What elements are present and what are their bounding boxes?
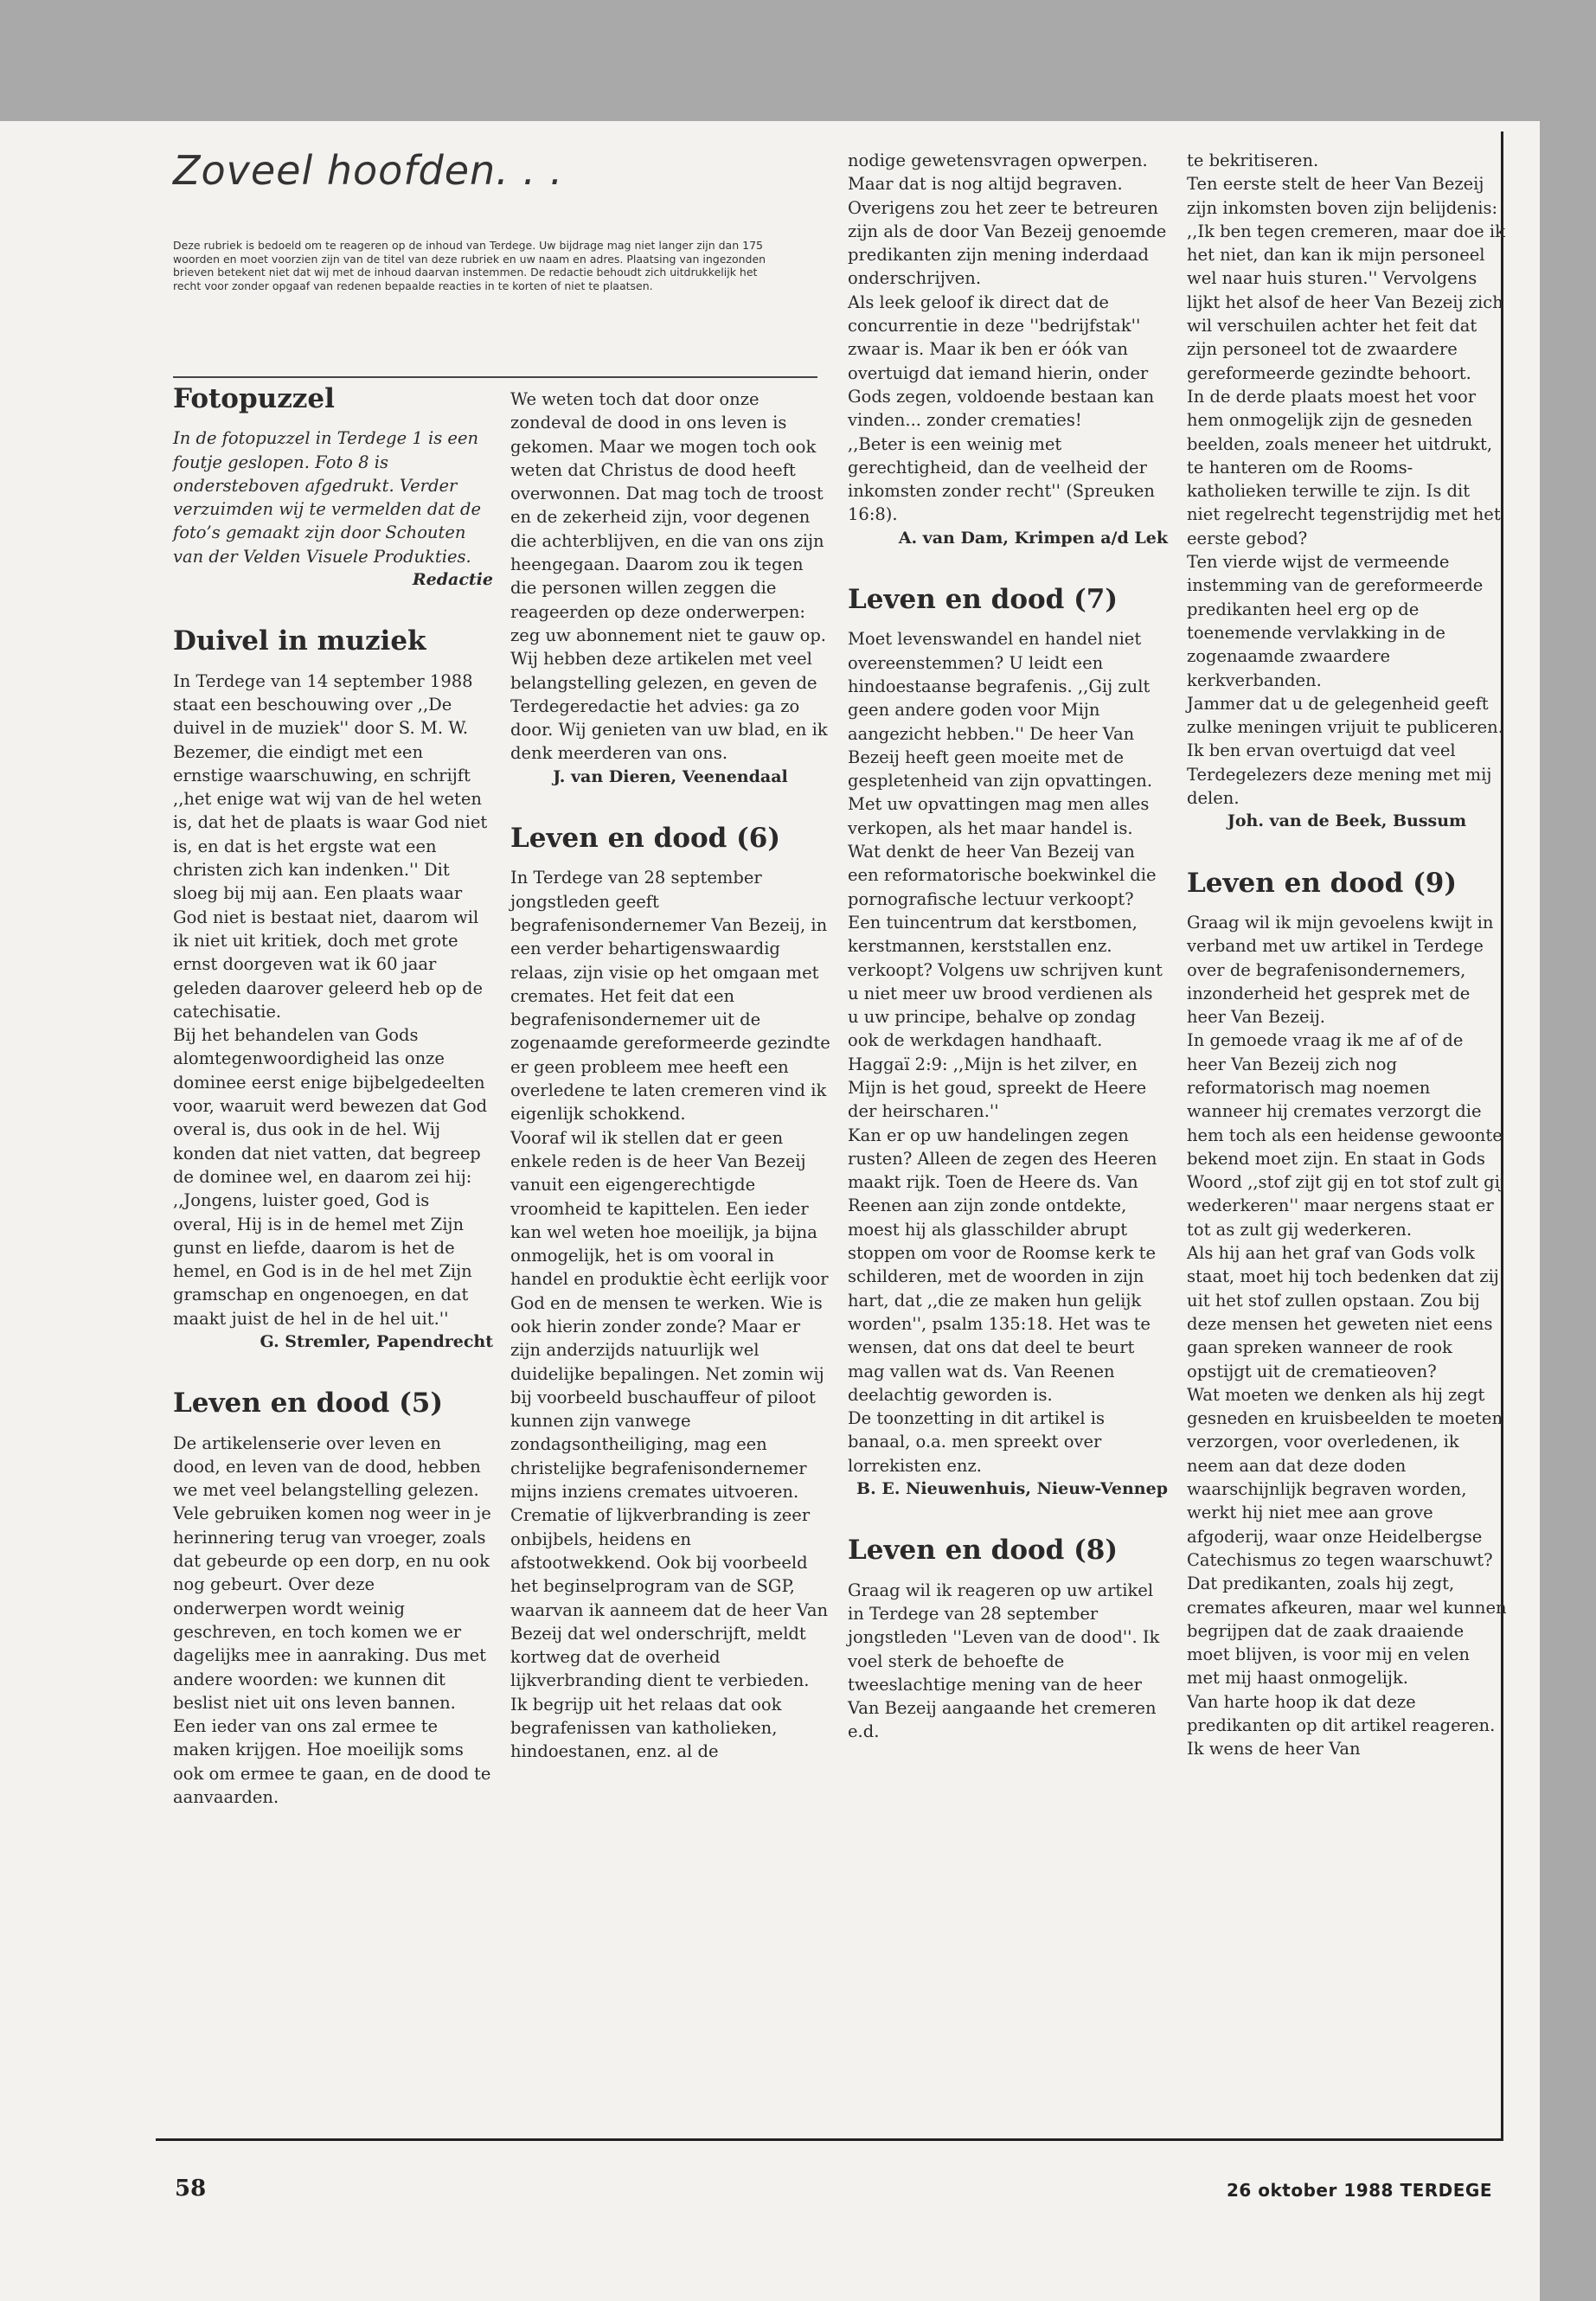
- article-paragraph: ,,Beter is een weinig met gerechtigheid, dan de veelheid der inkomsten zonder recht'' (Spreuken 16:8).: [848, 433, 1155, 525]
- article-title: Duivel in muziek: [173, 625, 426, 657]
- article-fotopuzzel: [173, 383, 493, 592]
- article-body: De artikelenserie over leven en dood, en leven van de dood, hebben we met veel belangstelling gelezen. Vele gebruiken komen nog weer in je herinnering terug van vroeger, zoals dat gebeurde op een dorp, en nu ook nog gebeurt. Over deze onderwerpen wordt weinig geschreven, en toch komen we er dagelijks mee in aanraking. Dus met andere woorden: we kunnen dit beslist niet uit ons leven bannen. Een ieder van ons zal ermee te maken krijgen. Hoe moeilijk soms ook om ermee te gaan, en de dood te aanvaarden.: [173, 1433, 491, 1808]
- article-paragraph: Crematie of lijkverbranding is zeer onbijbels, heidens en afstootwekkend. Ook bij voorbeeld het beginselprogram van de SGP, waarvan ik aanneem dat de heer Van Bezeij dat wel onderschrijft, meldt kortweg dat de overheid lijkverbranding dient te verbieden.: [510, 1505, 829, 1691]
- article-leven-8: [848, 1535, 1168, 1743]
- article-body: Graag wil ik reageren op uw artikel in Terdege van 28 september jongstleden ''Leven van de dood''. Ik voel sterk de behoefte de tweeslachtige mening van de heer Van Bezeij aangaande het cremeren e.d.: [848, 1580, 1160, 1742]
- article-paragraph: Ten vierde wijst de vermeende instemming van de gereformeerde predikanten heel erg op de toenemende vervlakking in de zogenaamde zwaardere kerkverbanden.: [1187, 552, 1484, 690]
- article-paragraph: Vooraf wil ik stellen dat er geen enkele reden is de heer Van Bezeij vanuit een eigengerechtigde vroomheid te kapittelen. Een ieder kan wel weten hoe moeilijk, ja bijna onmogelijk, het is om vooral in handel en produktie ècht eerlijk voor God en de mensen te werken. Wie is ook hierin zonder zonde? Maar er zijn anderzijds natuurlijk wel duidelijke bepalingen. Net zomin wij bij voorbeeld buschauffeur of piloot kunnen zijn vanwege zondagsontheiliging, mag een christelijke begrafenisondernemer mijns inziens cremates uitvoeren.: [510, 1127, 829, 1503]
- article-body: We weten toch dat door onze zondeval de dood in ons leven is gekomen. Maar we mogen toch ook weten dat Christus de dood heeft overwonnen. Dat mag toch de troost en de zekerheid zijn, voor degenen die achterblijven, en die van ons zijn heengegaan. Daarom zou ik tegen die personen willen zeggen die reageerden op deze onderwerpen: zeg uw abonnement niet te gauw op. Wij hebben deze artikelen met veel belangstelling gelezen, en geven de Terdegeredactie het advies: ga zo door. Wij genieten van uw blad, en ik denk meerderen van ons.: [510, 389, 828, 764]
- article-leven-9: [1187, 867, 1507, 1761]
- article-paragraph: Als hij aan het graf van Gods volk staat, moet hij toch bedenken dat zij uit het stof zullen opstaan. Zou bij deze mensen het geweten niet eens gaan spreken wanneer de rook opstijgt uit de crematieoven?: [1187, 1243, 1499, 1381]
- article-title: Leven en dood (5): [173, 1388, 444, 1420]
- article-paragraph: nodige gewetensvragen opwerpen. Maar dat is nog altijd begraven. Overigens zou het zeer te betreuren zijn als de door Van Bezeij genoemde predikanten zijn mening inderdaad onderschrijven.: [848, 151, 1167, 289]
- article-leven-6: [510, 823, 830, 1764]
- intro-divider: [173, 376, 817, 378]
- column-1: [173, 383, 493, 1847]
- article-paragraph: In gemoede vraag ik me af of de heer Van Bezeij zich nog reformatorisch mag noemen wanneer hij cremates verzorgt die hem toch als een heidense gewoonte bekend moet zijn. En staat in Gods Woord ,,stof zijt gij en tot stof zult gij wederkeren'' maar nergens staat er tot as zult gij wederkeren.: [1187, 1030, 1505, 1240]
- rubric-title: Zoveel hoofden. . .: [173, 147, 564, 194]
- article-paragraph: Ik begrijp uit het relaas dat ook begrafenissen van katholieken, hindoestanen, enz. al de: [510, 1694, 782, 1762]
- article-paragraph: Kan er op uw handelingen zegen rusten? Alleen de zegen des Heeren maakt rijk. Toen de Heere ds. Van Reenen aan zijn zonde ontdekte, moest hij als glasschilder abrupt stoppen om voor de Roomse kerk te schilderen, met de woorden in zijn hart, dat ,,die ze maken hun gelijk worden'', psalm 135:18. Het was te wensen, dat ons dat deel te beurt mag vallen wat ds. Van Reenen deelachtig geworden is.: [848, 1125, 1157, 1405]
- article-paragraph: Van harte hoop ik dat deze predikanten op dit artikel reageren. Ik wens de heer Van: [1187, 1691, 1496, 1759]
- article-signature: J. van Dieren, Veenendaal: [553, 766, 788, 786]
- article-leven-6-cont: [848, 149, 1168, 550]
- article-signature: Redactie: [412, 570, 493, 590]
- article-signature: G. Stremler, Papendrecht: [260, 1331, 493, 1351]
- article-signature: B. E. Nieuwenhuis, Nieuw-Vennep: [856, 1479, 1168, 1499]
- article-title: Leven en dood (9): [1187, 867, 1458, 899]
- article-duivel: [173, 625, 493, 1354]
- article-paragraph: In de derde plaats moest het voor hem onmogelijk zijn de gesneden beelden, zoals meneer het uitdrukt, te hanteren om de Rooms-katholieken terwille te zijn. Is dit niet regelrecht tegenstrijdig met het eerste gebod?: [1187, 386, 1501, 548]
- article-paragraph: Graag wil ik mijn gevoelens kwijt in verband met uw artikel in Terdege over de begrafenisondernemers, inzonderheid het gesprek met de heer Van Bezeij.: [1187, 912, 1494, 1028]
- article-signature: Joh. van de Beek, Bussum: [1227, 811, 1467, 831]
- article-leven-5-cont: [510, 388, 830, 789]
- article-title: Leven en dood (7): [848, 584, 1118, 616]
- article-leven-5: [173, 1388, 493, 1809]
- article-title: Leven en dood (8): [848, 1535, 1118, 1567]
- article-paragraph: In Terdege van 14 september 1988 staat een beschouwing over ,,De duivel in de muziek'' door S. M. W. Bezemer, die eindigt met een ernstige waarschuwing, en schrijft ,,het enige wat wij van de hel weten is, dat het de plaats is waar God niet is, en dat is het ergste wat een christen zich kan indenken.'' Dit sloeg bij mij aan. Een plaats waar God niet is bestaat niet, daarom wil ik niet uit kritiek, doch met grote ernst doorgeven wat ik 60 jaar geleden daarover geleerd heb op de catechisatie.: [173, 670, 488, 1022]
- article-paragraph: Bij het behandelen van Gods alomtegenwoordigheid las onze dominee eerst enige bijbelgedeelten voor, waaruit werd bewezen dat God overal is, dus ook in de hel. Wij konden dat niet vatten, dat begreep de dominee wel, en daarom zei hij: ,,Jongens, luister goed, God is overal, Hij is in de hemel met Zijn gunst en liefde, daarom is het de hemel, en God is in de hel met Zijn gramschap en ongenoegen, en dat maakt juist de hel in de hel uit.'': [173, 1025, 488, 1329]
- article-paragraph: Moet levenswandel en handel niet overeenstemmen? U leidt een hindoestaanse begrafenis. ,,Gij zult geen andere goden voor Mijn aangezicht hebben.'' De heer Van Bezeij heeft geen moeite met de gespletenheid van zijn opvattingen.: [848, 629, 1153, 792]
- article-body: In de fotopuzzel in Terdege 1 is een foutje geslopen. Foto 8 is ondersteboven afgedrukt. Verder verzuimden wij te vermelden dat de foto’s gemaakt zijn door Schouten van der Velden Visuele Produkties.: [173, 428, 482, 567]
- article-paragraph: Met uw opvattingen mag men alles verkopen, als het maar handel is. Wat denkt de heer Van Bezeij van een reformatorische boekwinkel die pornografische lectuur verkoopt? Een tuincentrum dat kerstbomen, kerstmannen, kerststallen enz. verkoopt? Volgens uw schrijven kunt u niet meer uw brood verdienen als u uw principe, behalve op zondag ook de werkdagen handhaaft. Haggaï 2:9: ,,Mijn is het zilver, en Mijn is het goud, spreekt de Heere der heirscharen.'': [848, 794, 1163, 1122]
- column-3: [848, 149, 1168, 1782]
- article-paragraph: Als leek geloof ik direct dat de concurrentie in deze ''bedrijfstak'' zwaar is. Maar ik ben er óók van overtuigd dat iemand hierin, onder Gods zegen, voldoende bestaan kan vinden... zonder crematies!: [848, 292, 1155, 431]
- article-paragraph: Wat moeten we denken als hij zegt gesneden en kruisbeelden te moeten verzorgen, voor overledenen, ik neem aan dat deze doden waarschijnlijk begraven worden, werkt hij niet mee aan grove afgoderij, waar onze Heidelbergse Catechismus zo tegen waarschuwt? Dat predikanten, zoals hij zegt, cremates afkeuren, maar wel kunnen begrijpen dat de zaak draaiende moet blijven, is voor mij en velen met mij haast onmogelijk.: [1187, 1384, 1507, 1689]
- article-title: Leven en dood (6): [510, 823, 781, 855]
- article-signature: A. van Dam, Krimpen a/d Lek: [898, 528, 1168, 548]
- column-2: [510, 388, 830, 1802]
- article-paragraph: Ten eerste stelt de heer Van Bezeij zijn inkomsten boven zijn belijdenis: ,,Ik ben tegen cremeren, maar doe ik het niet, dan kan ik mijn personeel wel naar huis sturen.'' Vervolgens lijkt het alsof de heer Van Bezeij zich wil verschuilen achter het feit dat zijn personeel tot de zwaardere gereformeerde gezindte behoort.: [1187, 174, 1505, 383]
- article-leven-7: [848, 584, 1168, 1501]
- article-paragraph: In Terdege van 28 september jongstleden geeft begrafenisondernemer Van Bezeij, in een verder behartigenswaardig relaas, zijn visie op het omgaan met cremates. Het feit dat een begrafenisondernemer uit de zogenaamde gereformeerde gezindte er geen probleem mee heeft een overledene te laten cremeren vind ik eigenlijk schokkend.: [510, 868, 830, 1125]
- rubric-intro: [173, 147, 817, 292]
- column-4: [1187, 149, 1507, 1799]
- article-paragraph: Jammer dat u de gelegenheid geeft zulke meningen vrijuit te publiceren. Ik ben ervan overtuigd dat veel Terdegelezers deze mening met mij delen.: [1187, 693, 1503, 809]
- article-title: Fotopuzzel: [173, 383, 335, 414]
- article-paragraph: De toonzetting in dit artikel is banaal, o.a. men spreekt over lorrekisten enz.: [848, 1408, 1106, 1476]
- rubric-description: Deze rubriek is bedoeld om te reageren op de inhoud van Terdege. Uw bijdrage mag niet langer zijn dan 175 woorden en moet voorzien zijn van de titel van deze rubriek en uw naam en adres. Plaatsing van ingezonden brieven betekent niet dat wij met de inhoud daarvan instemmen. De redactie behoudt zich uitdrukkelijk het recht voor zonder opgaaf van redenen bepaalde reacties in te korten of niet te plaatsen.: [173, 239, 766, 292]
- issue-footer: 26 oktober 1988 TERDEGE: [1226, 2180, 1492, 2201]
- page-number: 58: [175, 2176, 207, 2202]
- article-paragraph: te bekritiseren.: [1187, 151, 1319, 170]
- article-leven-8-cont: [1187, 149, 1507, 834]
